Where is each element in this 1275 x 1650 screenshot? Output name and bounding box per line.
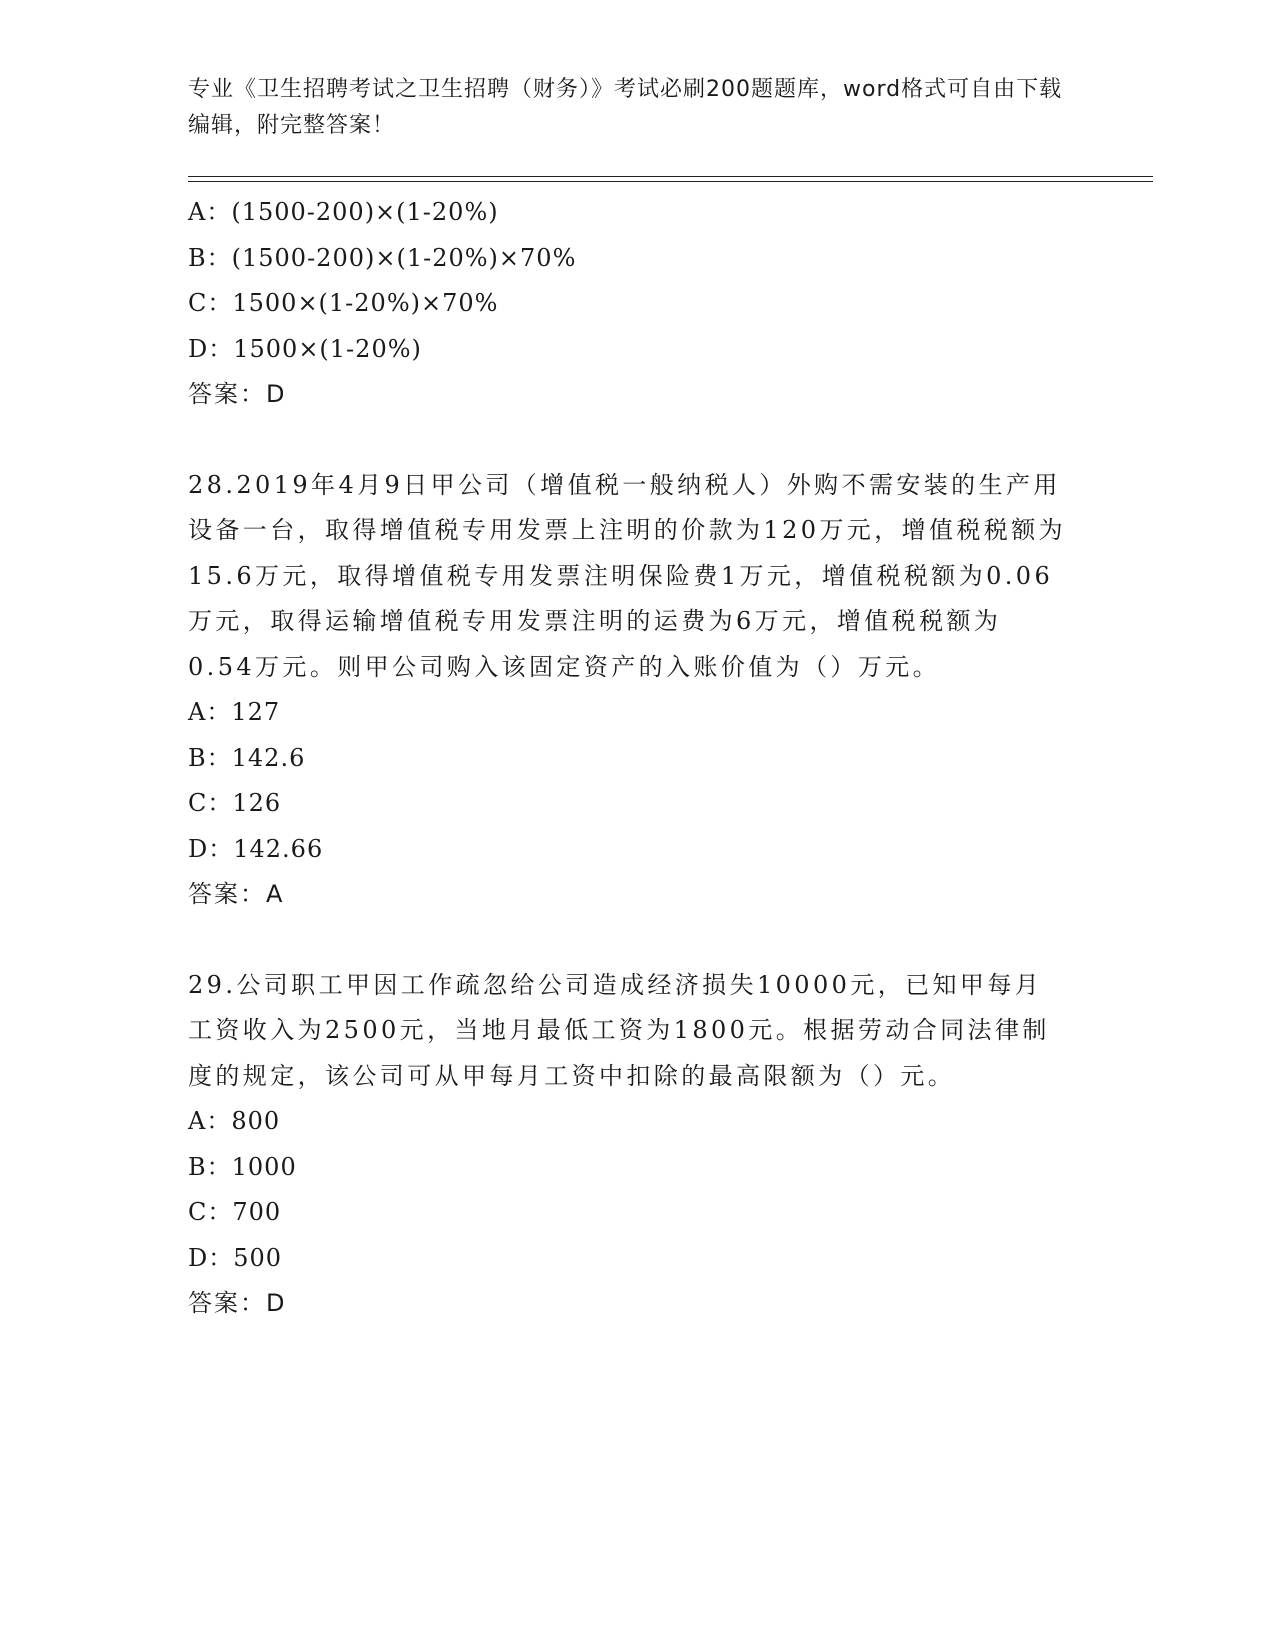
question-28: [188, 463, 1068, 918]
question-28-stem: 28.2019年4月9日甲公司（增值税一般纳税人）外购不需安装的生产用设备一台，取得增值税专用发票上注明的价款为120万元，增值税税额为15.6万元，取得增值税专用发票注明保险费1万元，增值税税额为0.06万元，取得运输增值税专用发票注明的运费为6万元，增值税税额为0.54万元。则甲公司购入该固定资产的入账价值为（）万元。: [188, 470, 1067, 681]
question-27: [188, 190, 1068, 418]
question-29-option-c: C：700: [188, 1198, 282, 1226]
question-29-option-d: D：500: [188, 1243, 283, 1272]
question-29: [188, 963, 1068, 1327]
question-27-answer: 答案：D: [188, 380, 287, 408]
question-29-option-b: B：1000: [188, 1152, 297, 1181]
spacer: [188, 418, 1068, 463]
question-29-option-a: A：800: [188, 1107, 281, 1135]
question-29-stem: 29.公司职工甲因工作疏忽给公司造成经济损失10000元，已知甲每月工资收入为2500元，当地月最低工资为1800元。根据劳动合同法律制度的规定，该公司可从甲每月工资中扣除的最高限额为（）元。: [188, 970, 1050, 1090]
question-content: [188, 190, 1068, 1327]
question-27-option-a: A：(1500-200)×(1-20%): [188, 198, 499, 226]
question-29-answer: 答案：D: [188, 1289, 287, 1317]
header-divider-top: [188, 176, 1153, 177]
question-27-option-d: D：1500×(1-20%): [188, 334, 422, 363]
question-28-answer: 答案：A: [188, 880, 285, 908]
header-divider-bottom: [188, 181, 1153, 182]
question-28-option-a: A：127: [188, 698, 281, 726]
question-28-option-c: C：126: [188, 789, 282, 817]
spacer: [188, 918, 1068, 963]
question-28-option-b: B：142.6: [188, 743, 306, 772]
document-header: 专业《卫生招聘考试之卫生招聘（财务）》考试必刷200题题库，word格式可自由下载编辑，附完整答案！: [188, 77, 1063, 138]
question-27-option-b: B：(1500-200)×(1-20%)×70%: [188, 243, 577, 272]
question-28-option-d: D：142.66: [188, 834, 324, 863]
question-27-option-c: C：1500×(1-20%)×70%: [188, 289, 499, 317]
